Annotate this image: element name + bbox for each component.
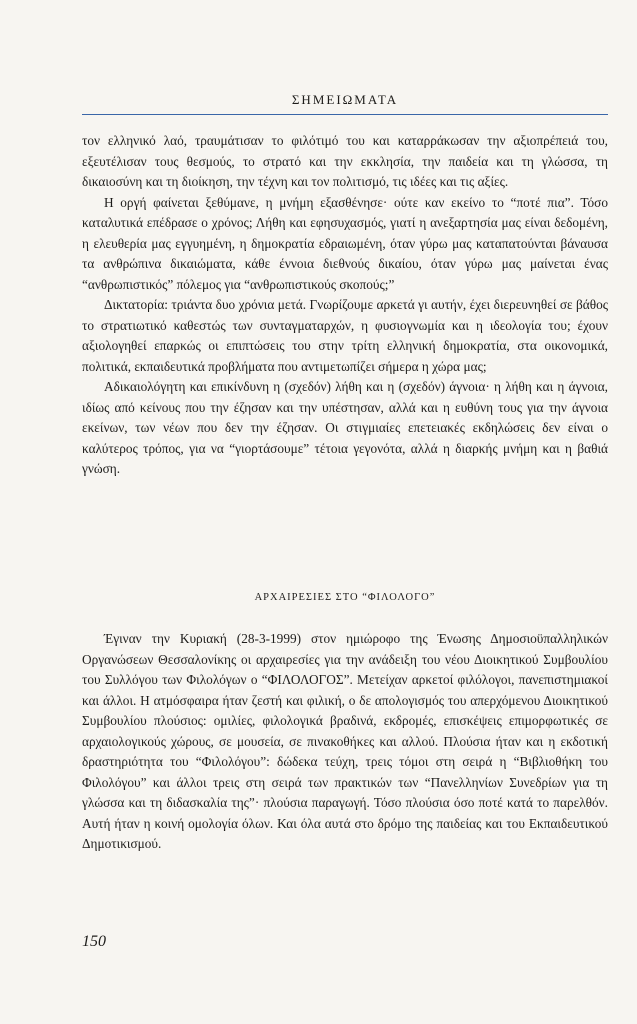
section-notes-text (82, 131, 608, 480)
paragraph: Αδικαιολόγητη και επικίνδυνη η (σχεδόν) λήθη και η (σχεδόν) άγνοια· η λήθη και η άγνοια, ιδίως από κείνους που την έζησαν και την υπέστησαν, αλλά και η ευθύνη τους για την άγνοια εκείνων, των νέων που δεν την έζησαν. Οι στιγμιαίες επετειακές εκδηλώσεις δεν είναι ο καλύτερος τρόπος, για να “γιορτάσουμε” τέτοια γεγονότα, αλλά η διαρκής μνήμη και η βαθιά γνώση. (82, 379, 608, 476)
header-rule (82, 114, 608, 115)
paragraph: Δικτατορία: τριάντα δυο χρόνια μετά. Γνωρίζουμε αρκετά γι αυτήν, έχει διερευνηθεί σε βάθος το στρατιωτικό καθεστώς των συνταγματαρχών, η φυσιογνωμία και η ιδεολογία του; έχουν αξιολογηθεί επαρκώς οι επιπτώσεις του στην τρίτη ελληνική δημοκρατία, στα οικονομικά, πολιτικά, εκπαιδευτικά προβλήματα που αντιμετωπίζει σήμερα η χώρα μας; (82, 297, 608, 374)
section-elections-text (82, 629, 608, 855)
section-heading: ΑΡΧΑΙΡΕΣΙΕΣ ΣΤΟ “ΦΙΛΟΛΟΓΟ” (254, 592, 436, 603)
paragraph: τον ελληνικό λαό, τραυμάτισαν το φιλότιμό του και καταρράκωσαν την αξιοπρέπειά του, εξευτέλισαν τους θεσμούς, το στρατό και την εκκλησία, την παιδεία και τη γλώσσα, τη δικαιοσύνη και τη διοίκηση, την τέχνη και τον πολιτισμό, τις ιδέες και τις αξίες. (82, 133, 608, 189)
page-number: 150 (82, 933, 106, 950)
paragraph: Η οργή φαίνεται ξεθύμανε, η μνήμη εξασθένησε· ούτε καν εκείνο το “ποτέ πια”. Τόσο καταλυτικά επέδρασε ο χρόνος; Λήθη και εφησυχασμός, γιατί η ανεξαρτησία μας είναι δεδομένη, η ελευθερία μας εγγυημένη, η δημοκρατία εδραιωμένη, όταν γύρω μας καταπατούνται βάναυσα τα ανθρώπινα δικαιώματα, κάθε έννοια διεθνούς δικαίου, όταν γύρω μας μαίνεται ένας “ανθρωπιστικός” πόλεμος για “ανθρωπιστικούς σκοπούς;” (82, 194, 608, 292)
running-header: ΣΗΜΕΙΩΜΑΤΑ (291, 92, 399, 107)
paragraph: Έγιναν την Κυριακή (28-3-1999) στον ημιώροφο της Ένωσης Δημοσιοϋπαλληλικών Οργανώσεων Θεσσαλονίκης οι αρχαιρεσίες για την ανάδειξη του νέου Διοικητικού Συμβουλίου του Συλλόγου των Φιλολόγων ο “ΦΙΛΟΛΟΓΟΣ”. Μετείχαν αρκετοί φιλόλογοι, πανεπιστημιακοί και άλλοι. Η ατμόσφαιρα ήταν ζεστή και φιλική, ο δε απολογισμός του απερχόμενου Διοικητικού Συμβουλίου πλούσιος: ομιλίες, φιλολογικά βραδινά, εκδρομές, επισκέψεις επιμορφωτικές σε αρχαιολογικούς χώρους, σε μουσεία, σε πινακοθήκες και αλλού. Πλούσια ήταν και η εκδοτική δραστηριότητα του “Φιλολόγου”: δώδεκα τεύχη, τρεις τόμοι στη σειρά η “Βιβλιοθήκη του Φιλολόγου” και άλλοι τρεις στη σειρά των πρακτικών των “Πανελληνίων Συνεδρίων για τη γλώσσα και τη διδασκαλία της”· πλούσια παραγωγή. Τόσο πλούσια όσο ποτέ κατά το παρελθόν. Αυτή ήταν η κοινή ομολογία όλων. Και όλα αυτά στο δρόμο της παιδείας και του Εκπαιδευτικού Δημοτικισμού. (82, 631, 608, 851)
